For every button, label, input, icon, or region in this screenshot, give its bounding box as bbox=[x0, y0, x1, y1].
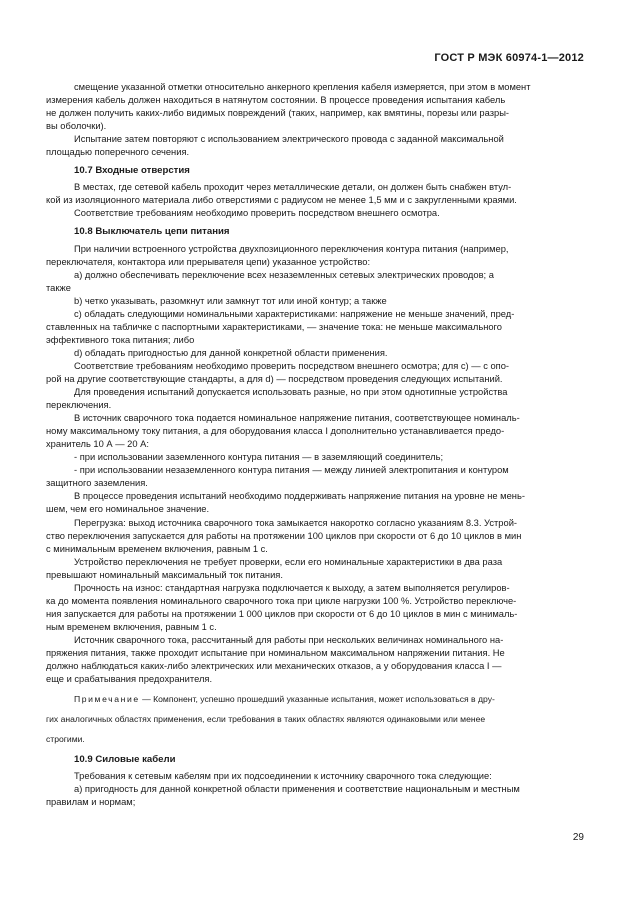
paragraph-line: с минимальным временем включения, равным 1 с. bbox=[46, 543, 268, 554]
paragraph-line: Испытание затем повторяют с использованием электрического провода с заданной максимальной bbox=[74, 134, 504, 145]
paragraph-line: Соответствие требованиям необходимо проверить посредством внешнего осмотра; для c) — с опо- bbox=[74, 360, 510, 371]
standard-header: ГОСТ Р МЭК 60974-1—2012 bbox=[434, 52, 584, 64]
paragraph-line: a) должно обеспечивать переключение всех незаземленных сетевых электрических проводов; а bbox=[74, 269, 494, 280]
paragraph-line: В процессе проведения испытаний необходимо поддерживать напряжение питания на уровне не мень- bbox=[74, 491, 525, 502]
paragraph-line: пряжения питания, также проходит испытание при номинальном максимальном напряжении питания. Не bbox=[46, 647, 505, 658]
paragraph-line: В источник сварочного тока подается номинальное напряжение питания, соответствующее номиналь- bbox=[74, 413, 520, 424]
paragraph-line: переключения. bbox=[46, 400, 112, 411]
paragraph-line: эффективного тока питания; либо bbox=[46, 334, 195, 345]
paragraph-line: d) обладать пригодностью для данной конкретной области применения. bbox=[74, 347, 388, 358]
paragraph-line: должно наблюдаться каких-либо электрических или механических отказов, а у оборудования класса I — bbox=[46, 661, 502, 672]
note-line: строгими. bbox=[46, 734, 85, 745]
paragraph-line: Прочность на износ: стандартная нагрузка подключается к выходу, а затем выполняется регулиров- bbox=[74, 582, 510, 593]
paragraph-line: переключателя, контактора или прерывателя цепи) указанное устройство: bbox=[46, 256, 371, 267]
paragraph-line: вы оболочки). bbox=[46, 121, 107, 132]
section-heading: 10.9 Силовые кабели bbox=[74, 754, 176, 766]
paragraph-line: Соответствие требованиям необходимо проверить посредством внешнего осмотра. bbox=[74, 208, 440, 219]
paragraph-line: рой на другие соответствующие стандарты, а для d) — посредством проведения следующих испытаний. bbox=[46, 373, 503, 384]
note-label: Примечание bbox=[74, 694, 140, 705]
paragraph-line: b) четко указывать, разомкнут или замкнут тот или иной контур; а также bbox=[74, 295, 387, 306]
paragraph-line: защитного заземления. bbox=[46, 478, 148, 489]
paragraph-line: ство переключения запускается для работы на протяжении 100 циклов при скорости от 6 до 10 циклов в мин bbox=[46, 530, 522, 541]
paragraph-line: превышают номинальный максимальный ток питания. bbox=[46, 569, 283, 580]
paragraph-line: также bbox=[46, 282, 71, 293]
paragraph-line: a) пригодность для данной конкретной области применения и соответствие национальным и местным bbox=[74, 784, 520, 795]
note-line: гих аналогичных областях применения, если требования в таких областях являются одинаковыми или менее bbox=[46, 714, 486, 725]
paragraph-line: В местах, где сетевой кабель проходит через металлические детали, он должен быть снабжен втул- bbox=[74, 182, 512, 193]
paragraph-line: ставленных на табличке с паспортными характеристиками, — значение тока: не меньше максимального bbox=[46, 321, 502, 332]
paragraph-line: площадью поперечного сечения. bbox=[46, 147, 190, 158]
paragraph-line: ния запускается для работы на протяжении 1 000 циклов при скорости от 6 до 10 циклов в мин с минималь- bbox=[46, 608, 518, 619]
paragraph-line: ка до момента появления номинального сварочного тока при цикле нагрузки 100 %. Устройство переключе- bbox=[46, 595, 517, 606]
section-heading: 10.7 Входные отверстия bbox=[74, 165, 190, 177]
paragraph-line: шем, чем его номинальное значение. bbox=[46, 504, 210, 515]
paragraph-line: измерения кабель должен находиться в натянутом состоянии. В процессе проведения испытания кабель bbox=[46, 95, 506, 106]
paragraph-line: - при использовании незаземленного контура питания — между линией электропитания и контуром bbox=[74, 465, 509, 476]
paragraph-line: При наличии встроенного устройства двухпозиционного переключения контура питания (например, bbox=[74, 243, 509, 254]
paragraph-line: еще и срабатывания предохранителя. bbox=[46, 674, 213, 685]
paragraph-line: не должен получить каких-либо видимых повреждений (таких, например, как вмятины, порезы или разры- bbox=[46, 108, 510, 119]
page-number: 29 bbox=[572, 832, 584, 843]
paragraph-line: кой из изоляционного материала либо отверстиями с радиусом не менее 1,5 мм и с закругленными краями. bbox=[46, 195, 517, 206]
section-heading: 10.8 Выключатель цепи питания bbox=[74, 226, 230, 238]
paragraph-line: - при использовании заземленного контура питания — в заземляющий соединитель; bbox=[74, 452, 444, 463]
paragraph-line: Источник сварочного тока, рассчитанный для работы при нескольких величинах номинального на- bbox=[74, 634, 504, 645]
paragraph-line: Устройство переключения не требует проверки, если его номинальные характеристики в два раза bbox=[74, 556, 503, 567]
note-text: — Компонент, успешно прошедший указанные испытания, может использоваться в дру- bbox=[142, 694, 495, 705]
paragraph-line: Для проведения испытаний допускается использовать разные, но при этом однотипные устройства bbox=[74, 387, 508, 398]
paragraph-line: правилам и нормам; bbox=[46, 797, 136, 808]
paragraph-line: ному максимальному току питания, а для оборудования класса I дополнительно устанавливается предо- bbox=[46, 426, 505, 437]
paragraph-line: хранитель 10 А — 20 А: bbox=[46, 439, 149, 450]
document-body bbox=[46, 81, 584, 809]
paragraph-line: смещение указанной отметки относительно анкерного крепления кабеля измеряется, при этом в момент bbox=[74, 82, 531, 92]
paragraph-line: ным временем включения, равным 1 с. bbox=[46, 621, 217, 632]
paragraph-line: Перегрузка: выход источника сварочного тока замыкается накоротко согласно указаниям 8.3. Устрой- bbox=[74, 517, 518, 528]
note-line bbox=[46, 693, 584, 706]
paragraph-line: Требования к сетевым кабелям при их подсоединении к источнику сварочного тока следующие: bbox=[74, 771, 492, 782]
paragraph-line: c) обладать следующими номинальными характеристиками: напряжение не меньше значений, пред- bbox=[74, 308, 515, 319]
